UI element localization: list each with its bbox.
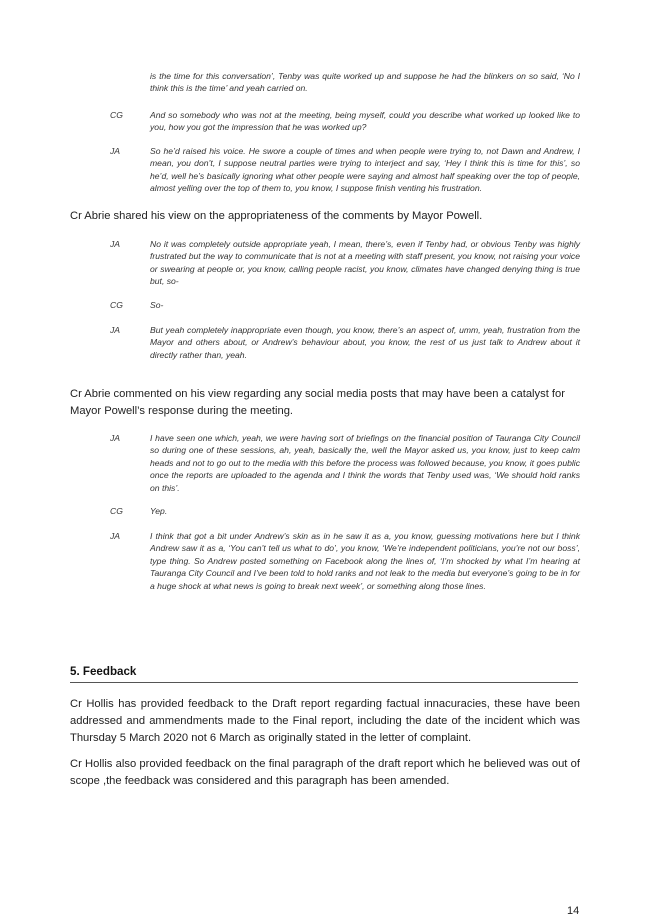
speaker-label: JA xyxy=(110,433,121,443)
speaker-label: CG xyxy=(110,110,123,120)
transcript-quote: And so somebody who was not at the meeting, being myself, could you describe what worked up looked like to you, how you got the impression that he was worked up? xyxy=(150,110,580,133)
speaker-label: CG xyxy=(110,506,123,516)
speaker-label: JA xyxy=(110,146,121,156)
body-paragraph: Cr Abrie shared his view on the appropriateness of the comments by Mayor Powell. xyxy=(70,210,483,222)
speaker-label: JA xyxy=(110,325,121,335)
feedback-paragraph: Cr Hollis has provided feedback to the Draft report regarding factual innacuracies, these have been addressed and ammendments made to the Final report, including the date of the incident which was Thursday 5 March 2020 not 6 March as originally stated in the letter of complaint. xyxy=(70,698,580,744)
transcript-quote: But yeah completely inappropriate even though, you know, there’s an aspect of, umm, yeah, frustration from the Mayor and others about, or Andrew’s behaviour about, you know, the rest of us just talk to Andrew about it directly rather than, yeah. xyxy=(150,325,580,360)
transcript-quote: I have seen one which, yeah, we were having sort of briefings on the financial position of Tauranga City Council so during one of these sessions, ah, yeah, basically the, well the Mayor asked us, you know, just to keep calm heads and not to go out to the media with this before the process was followed because, you know, it goes public once the reports are uploaded to the agenda and I think the words that Tenby used was, ‘We should hold ranks on this’. xyxy=(150,433,580,493)
section-heading: 5. Feedback xyxy=(70,664,578,683)
transcript-quote: I think that got a bit under Andrew’s skin as in he saw it as a, you know, guessing motivations here but I think Andrew saw it as a, ‘You can’t tell us what to do’, you know, ‘We’re independent politicians, you’re not our boss’, type thing. So Andrew posted something on Facebook along the lines of, ‘I’m shocked by what I’m hearing at Tauranga City Council and I’ve been told to hold ranks and not leak to the media but everyone’s going to be in for a huge shock at what news is going to break next week’, or something along those lines. xyxy=(150,531,580,591)
body-paragraph: Cr Abrie commented on his view regarding any social media posts that may have been a catalyst for Mayor Powell’s response during the meeting. xyxy=(70,388,565,417)
speaker-label: CG xyxy=(110,300,123,310)
feedback-paragraph: Cr Hollis also provided feedback on the final paragraph of the draft report which he believed was out of scope ,the feedback was considered and this paragraph has been amended. xyxy=(70,758,580,787)
speaker-label: JA xyxy=(110,531,121,541)
transcript-quote: is the time for this conversation’, Tenby was quite worked up and suppose he had the blinkers on so said, ‘No I think this is the time’ and yeah carried on. xyxy=(150,71,580,94)
speaker-label: JA xyxy=(110,239,121,249)
page-number: 14 xyxy=(567,905,580,917)
transcript-quote: Yep. xyxy=(150,506,168,516)
transcript-quote: So he’d raised his voice. He swore a couple of times and when people were trying to, not Dawn and Andrew, I mean, you don’t, I suppose neutral parties were trying to interject and say, ‘Hey I think this is time for this’, so he’d, well he’s basically ignoring what other people were saying and almost half speaking over the top of people, almost yelling over the top of them to, you know, I suppose finish venting his frustration. xyxy=(150,146,580,194)
transcript-quote: No it was completely outside appropriate yeah, I mean, there’s, even if Tenby had, or obvious Tenby was highly frustrated but the way to communicate that is not at a meeting with staff present, you know, not raising your voice or swearing at people or, you know, calling people racist, you know, climates have changed denying thing is true but, so- xyxy=(150,239,580,287)
transcript-quote: So- xyxy=(150,300,164,310)
